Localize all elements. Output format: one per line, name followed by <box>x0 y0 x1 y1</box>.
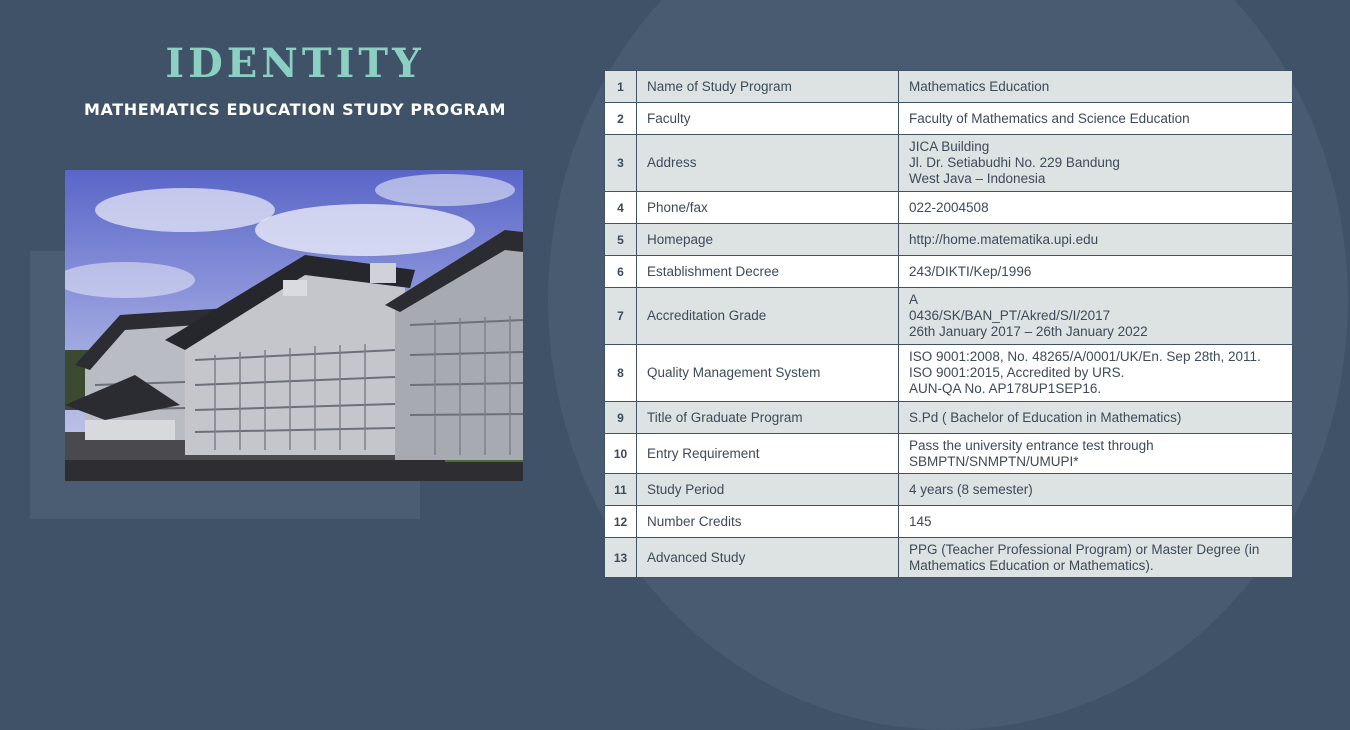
row-value-line: 0436/SK/BAN_PT/Akred/S/I/2017 <box>909 308 1111 323</box>
row-number: 2 <box>605 103 637 135</box>
table-row <box>605 538 1293 578</box>
row-label: Title of Graduate Program <box>637 402 899 434</box>
row-value-line: 243/DIKTI/Kep/1996 <box>909 263 1032 279</box>
row-value <box>899 256 1293 288</box>
row-value-line: Mathematics Education or Mathematics). <box>909 557 1154 573</box>
row-number: 13 <box>605 538 637 578</box>
row-value <box>899 434 1293 474</box>
row-value <box>899 402 1293 434</box>
row-value-line: West Java – Indonesia <box>909 171 1046 186</box>
row-value-line: PPG (Teacher Professional Program) or Master Degree (in <box>909 541 1260 557</box>
row-value <box>899 538 1293 578</box>
row-value-line: ISO 9001:2008, No. 48265/A/0001/UK/En. Sep 28th, 2011. <box>909 349 1261 364</box>
row-number: 10 <box>605 434 637 474</box>
row-number: 5 <box>605 224 637 256</box>
table-row <box>605 345 1293 402</box>
row-value-line: S.Pd ( Bachelor of Education in Mathematics) <box>909 409 1182 425</box>
row-number: 4 <box>605 192 637 224</box>
table-row <box>605 256 1293 288</box>
row-number: 11 <box>605 474 637 506</box>
row-value-line: ISO 9001:2015, Accredited by URS. <box>909 365 1125 380</box>
row-value-line: 145 <box>909 513 932 529</box>
row-label: Entry Requirement <box>637 434 899 474</box>
table-row <box>605 135 1293 192</box>
row-value <box>899 135 1293 192</box>
table-row <box>605 224 1293 256</box>
table-row <box>605 474 1293 506</box>
page-title: IDENTITY <box>165 40 425 87</box>
row-value-line: SBMPTN/SNMPTN/UMUPI* <box>909 453 1079 469</box>
table-row <box>605 192 1293 224</box>
row-label: Phone/fax <box>637 192 899 224</box>
row-number: 6 <box>605 256 637 288</box>
row-label: Homepage <box>637 224 899 256</box>
row-value <box>899 224 1293 256</box>
row-label: Establishment Decree <box>637 256 899 288</box>
table-row <box>605 288 1293 345</box>
row-value <box>899 506 1293 538</box>
row-number: 3 <box>605 135 637 192</box>
table-row <box>605 103 1293 135</box>
table-row <box>605 402 1293 434</box>
row-label: Study Period <box>637 474 899 506</box>
row-label: Quality Management System <box>637 345 899 402</box>
table-row <box>605 506 1293 538</box>
page-subtitle: MATHEMATICS EDUCATION STUDY PROGRAM <box>84 100 506 119</box>
table-row <box>605 71 1293 103</box>
row-value <box>899 192 1293 224</box>
row-value <box>899 474 1293 506</box>
row-number: 9 <box>605 402 637 434</box>
row-value-line: http://home.matematika.upi.edu <box>909 231 1099 247</box>
building-photo <box>65 170 523 481</box>
row-label: Advanced Study <box>637 538 899 578</box>
row-value <box>899 71 1293 103</box>
row-value-line: 022-2004508 <box>909 199 989 215</box>
row-value <box>899 288 1293 345</box>
row-number: 7 <box>605 288 637 345</box>
row-label: Name of Study Program <box>637 71 899 103</box>
row-label: Faculty <box>637 103 899 135</box>
row-value-line: Jl. Dr. Setiabudhi No. 229 Bandung <box>909 155 1120 170</box>
row-label: Address <box>637 135 899 192</box>
row-value-line: Pass the university entrance test through <box>909 437 1154 453</box>
row-value-line: 26th January 2017 – 26th January 2022 <box>909 324 1148 339</box>
row-number: 12 <box>605 506 637 538</box>
table-row <box>605 434 1293 474</box>
row-number: 8 <box>605 345 637 402</box>
row-label: Number Credits <box>637 506 899 538</box>
row-value-line: AUN-QA No. AP178UP1SEP16. <box>909 381 1102 396</box>
row-value-line: Faculty of Mathematics and Science Education <box>909 110 1190 126</box>
row-value <box>899 103 1293 135</box>
row-value-line: 4 years (8 semester) <box>909 481 1033 497</box>
row-value-line: JICA Building <box>909 139 990 154</box>
row-value-line: A <box>909 292 919 307</box>
identity-table <box>604 70 1293 578</box>
row-value-line: Mathematics Education <box>909 78 1050 94</box>
row-value <box>899 345 1293 402</box>
row-label: Accreditation Grade <box>637 288 899 345</box>
row-number: 1 <box>605 71 637 103</box>
